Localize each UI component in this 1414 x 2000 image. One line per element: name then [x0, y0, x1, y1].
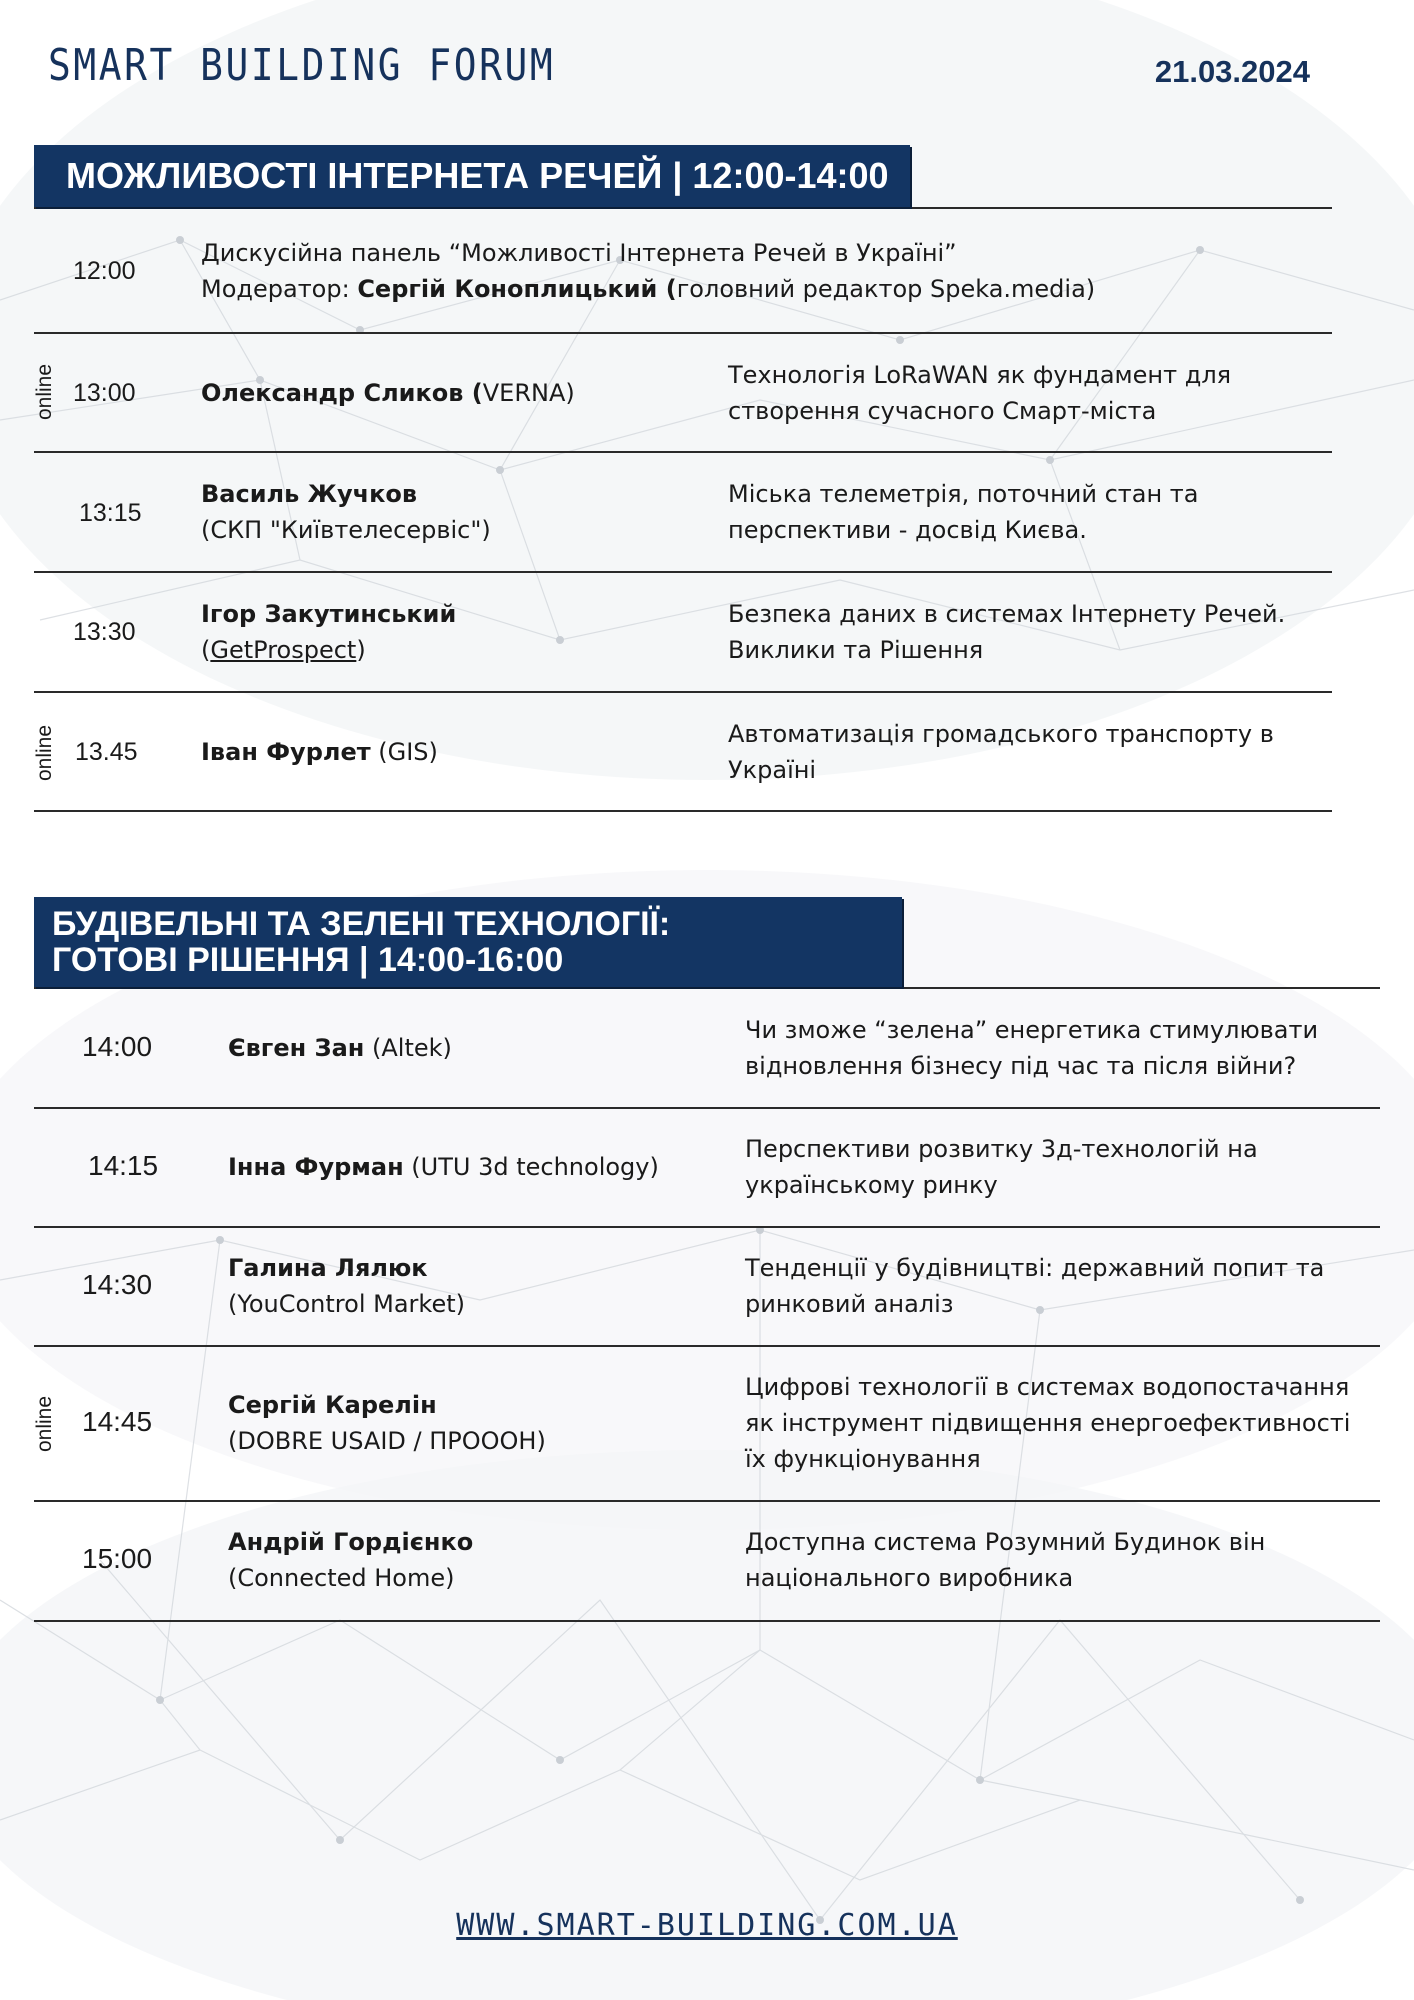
- speaker-name: Андрій Гордієнко: [228, 1528, 474, 1556]
- section-2-title: [34, 897, 902, 987]
- speaker: [201, 375, 575, 411]
- website-link[interactable]: WWW.SMART-BUILDING.COM.UA: [456, 1908, 958, 1943]
- speaker-name: Ігор Закутинський: [201, 600, 457, 628]
- divider: [34, 332, 1332, 334]
- org-bracket: ): [356, 636, 366, 664]
- talk-topic-line: Україні: [728, 756, 817, 784]
- moderator-name: Сергій Коноплицький (: [357, 275, 677, 303]
- session-title: Дискусійна панель “Можливості Інтернета Речей в Україні”: [201, 239, 957, 267]
- getprospect-link[interactable]: GetProspect: [210, 636, 357, 664]
- divider: [34, 810, 1332, 812]
- session-time: 15:00: [82, 1543, 153, 1574]
- talk-topic-line: їх функціонування: [745, 1445, 981, 1473]
- speaker-org: (YouControl Market): [228, 1290, 465, 1318]
- online-label: online: [33, 1395, 56, 1453]
- session-time: 14:15: [88, 1150, 159, 1181]
- session-time: 12:00: [73, 257, 136, 285]
- talk-topic-line: Перспективи розвитку 3д-технологій на: [745, 1135, 1258, 1163]
- talk-topic-line: ринковий аналіз: [745, 1290, 954, 1318]
- divider: [34, 1226, 1380, 1228]
- online-label: online: [33, 363, 56, 421]
- divider: [34, 1345, 1380, 1347]
- talk-topic-line: Доступна система Розумний Будинок він: [745, 1528, 1266, 1556]
- speaker-org: (UTU 3d technology): [403, 1153, 659, 1181]
- online-label: online: [33, 724, 56, 782]
- speaker-org: (СКП "Київтелесервіс"): [201, 516, 491, 544]
- speaker-name: Галина Лялюк: [228, 1254, 428, 1282]
- talk-topic-line: Цифрові технології в системах водопостачання: [745, 1373, 1350, 1401]
- speaker-org: (Connected Home): [228, 1564, 455, 1592]
- session-time: 13:30: [73, 618, 136, 646]
- org-bracket: (: [201, 636, 211, 664]
- talk-topic-line: Чи зможе “зелена” енергетика стимулювати: [745, 1016, 1319, 1044]
- speaker-org: (GIS): [370, 738, 438, 766]
- talk-topic-line: українському ринку: [745, 1171, 998, 1199]
- talk-topic-line: Тенденції у будівництві: державний попит та: [745, 1254, 1325, 1282]
- talk-topic-line: Автоматизація громадського транспорту в: [728, 720, 1274, 748]
- section-1-title: МОЖЛИВОСТІ ІНТЕРНЕТА РЕЧЕЙ | 12:00-14:00: [34, 145, 910, 207]
- talk-topic-line: Виклики та Рішення: [728, 636, 984, 664]
- speaker-name: Євген Зан: [228, 1034, 365, 1062]
- divider: [34, 571, 1332, 573]
- divider: [34, 1620, 1380, 1622]
- speaker: [228, 1149, 659, 1185]
- talk-topic-line: Технологія LoRaWAN як фундамент для: [728, 361, 1232, 389]
- talk-topic-line: Безпека даних в системах Інтернету Речей.: [728, 600, 1286, 628]
- divider: [34, 1500, 1380, 1502]
- session-time: 13:15: [79, 499, 142, 527]
- talk-topic-line: перспективи - досвід Києва.: [728, 516, 1087, 544]
- session-moderator: [201, 271, 1095, 307]
- talk-topic-line: Міська телеметрія, поточний стан та: [728, 480, 1199, 508]
- section-2-title-line: ГОТОВІ РІШЕННЯ | 14:00-16:00: [52, 941, 564, 979]
- speaker-org: (DOBRE USAID / ПРОООН): [228, 1427, 546, 1455]
- talk-topic-line: відновлення бізнесу під час та після війни?: [745, 1052, 1297, 1080]
- speaker-name: Інна Фурман: [228, 1153, 404, 1181]
- session-time: 13.45: [75, 738, 138, 766]
- forum-title: SMART BUILDING FORUM: [48, 40, 556, 91]
- talk-topic-line: створення сучасного Смарт-міста: [728, 397, 1157, 425]
- speaker-org: [201, 632, 366, 668]
- moderator-org: головний редактор Speka.media): [676, 275, 1096, 303]
- moderator-label: Модератор:: [201, 275, 358, 303]
- talk-topic-line: як інструмент підвищення енергоефективності: [745, 1409, 1351, 1437]
- section-2-title-line: БУДІВЕЛЬНІ ТА ЗЕЛЕНІ ТЕХНОЛОГІЇ:: [52, 905, 671, 943]
- speaker: [201, 734, 438, 770]
- session-time: 13:00: [73, 379, 136, 407]
- session-time: 14:00: [82, 1031, 153, 1062]
- divider: [34, 207, 1332, 209]
- speaker: [228, 1030, 452, 1066]
- divider: [34, 451, 1332, 453]
- session-time: 14:45: [82, 1406, 153, 1437]
- speaker-name: Олександр Сликов (: [201, 379, 483, 407]
- session-time: 14:30: [82, 1269, 153, 1300]
- speaker-org: VERNA): [482, 379, 575, 407]
- speaker-org: (Altek): [364, 1034, 452, 1062]
- event-date: 21.03.2024: [1154, 54, 1310, 89]
- divider: [34, 1107, 1380, 1109]
- speaker-name: Василь Жучков: [201, 480, 418, 508]
- talk-topic-line: національного виробника: [745, 1564, 1074, 1592]
- speaker-name: Іван Фурлет: [201, 738, 371, 766]
- divider: [34, 691, 1332, 693]
- divider: [34, 987, 1380, 989]
- speaker-name: Сергій Карелін: [228, 1391, 437, 1419]
